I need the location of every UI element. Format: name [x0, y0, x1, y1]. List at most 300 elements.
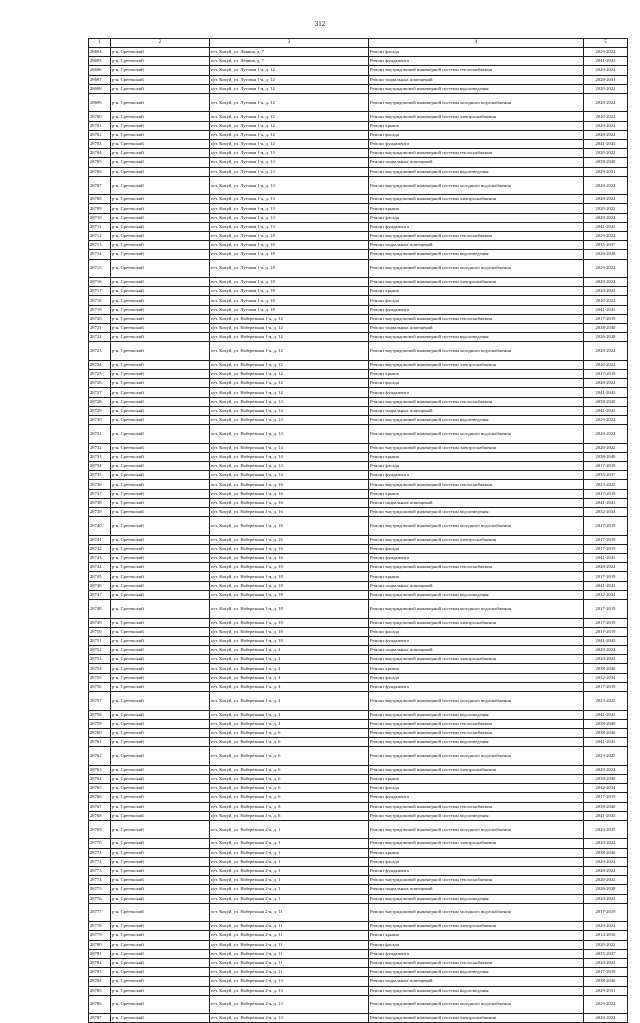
table-row	[89, 342, 628, 361]
period-cell: 2020-2022	[584, 995, 628, 1014]
address-cell: пгт. Кокуй, ул. Лутовая 1-я, д. 18	[210, 250, 369, 259]
work-type-cell: Ремонт подвальных помещений	[369, 646, 584, 655]
row-number-cell: 28783	[89, 968, 111, 977]
work-type-cell: Ремонт подвальных помещений	[369, 406, 584, 415]
district-cell: р-н. Сретенский	[111, 986, 210, 995]
column-header-5: 5	[584, 39, 628, 48]
table-row	[89, 949, 628, 958]
work-type-cell: Ремонт подвальных помещений	[369, 498, 584, 507]
address-cell: пгт. Кокуй, ул. Набережная 1-я, д. 16	[210, 554, 369, 563]
table-row	[89, 425, 628, 444]
period-cell: 2020-2022	[584, 958, 628, 967]
address-cell: пгт. Кокуй, ул. Набережная 1-я, д. 4	[210, 719, 369, 728]
district-cell: р-н. Сретенский	[111, 931, 210, 940]
address-cell: пгт. Кокуй, ул. Лутовая 1-я, д. 12	[210, 112, 369, 121]
period-cell: 2041-2043	[584, 388, 628, 397]
address-cell: пгт. Кокуй, ул. Набережная 1-я, д. 8	[210, 811, 369, 820]
district-cell: р-н. Сретенский	[111, 885, 210, 894]
work-type-cell: Ремонт внутридомовой инженерной системы электроснабжения	[369, 1014, 584, 1023]
row-number-cell: 28705	[89, 158, 111, 167]
period-cell: 2038-2040	[584, 324, 628, 333]
row-number-cell: 28768	[89, 811, 111, 820]
period-cell: 2038-2040	[584, 719, 628, 728]
row-number-cell: 28728	[89, 397, 111, 406]
address-cell: пгт. Кокуй, ул. Лутовая 1-я, д. 18	[210, 259, 369, 278]
work-type-cell: Ремонт фундамента	[369, 682, 584, 691]
district-cell: р-н. Сретенский	[111, 747, 210, 766]
row-number-cell: 28723	[89, 342, 111, 361]
work-type-cell: Ремонт крыши	[369, 287, 584, 296]
row-number-cell: 28718	[89, 296, 111, 305]
table-row	[89, 517, 628, 536]
table-row	[89, 958, 628, 967]
work-type-cell: Ремонт подвальных помещений	[369, 241, 584, 250]
district-cell: р-н. Сретенский	[111, 195, 210, 204]
work-type-cell: Ремонт внутридомовой инженерной системы электроснабжения	[369, 618, 584, 627]
table-row	[89, 581, 628, 590]
period-cell: 2041-2043	[584, 140, 628, 149]
row-number-cell: 28784	[89, 977, 111, 986]
address-cell: пгт. Кокуй, ул. Лутовая 1-я, д. 13	[210, 213, 369, 222]
address-cell: пгт. Кокуй, ул. Набережная 2-я, д. 11	[210, 903, 369, 922]
address-cell: пгт. Кокуй, ул. Лутовая 1-я, д. 12	[210, 121, 369, 130]
work-type-cell: Ремонт внутридомовой инженерной системы теплоснабжения	[369, 563, 584, 572]
address-cell: пгт. Кокуй, ул. Набережная 1-я, д. 8	[210, 802, 369, 811]
work-type-cell: Ремонт подвальных помещений	[369, 885, 584, 894]
district-cell: р-н. Сретенский	[111, 922, 210, 931]
address-cell: пгт. Кокуй, ул. Набережная 2-я, д. 1	[210, 857, 369, 866]
address-cell: пгт. Кокуй, ул. Лутовая 1-я, д. 13	[210, 149, 369, 158]
period-cell: 2020-2022	[584, 195, 628, 204]
row-number-cell: 28701	[89, 121, 111, 130]
district-cell: р-н. Сретенский	[111, 241, 210, 250]
address-cell: пгт. Кокуй, ул. Набережная 2-я, д. 1	[210, 894, 369, 903]
period-cell: 2017-2019	[584, 517, 628, 536]
row-number-cell: 28715	[89, 259, 111, 278]
row-number-cell: 28766	[89, 793, 111, 802]
register-table	[88, 38, 628, 1023]
address-cell: пгт. Кокуй, ул. Набережная 2-я, д. 11	[210, 958, 369, 967]
district-cell: р-н. Сретенский	[111, 498, 210, 507]
address-cell: пгт. Кокуй, ул. Ленина, д. 7	[210, 48, 369, 57]
address-cell: пгт. Кокуй, ул. Набережная 1-я, д. 14	[210, 416, 369, 425]
period-cell: 2035-2037	[584, 949, 628, 958]
row-number-cell: 28758	[89, 710, 111, 719]
district-cell: р-н. Сретенский	[111, 93, 210, 112]
address-cell: пгт. Кокуй, ул. Набережная 1-я, д. 12	[210, 324, 369, 333]
district-cell: р-н. Сретенский	[111, 728, 210, 737]
row-number-cell: 28716	[89, 278, 111, 287]
table-row	[89, 397, 628, 406]
address-cell: пгт. Кокуй, ул. Набережная 1-я, д. 6	[210, 747, 369, 766]
district-cell: р-н. Сретенский	[111, 535, 210, 544]
table-row	[89, 324, 628, 333]
row-number-cell: 28714	[89, 250, 111, 259]
district-cell: р-н. Сретенский	[111, 324, 210, 333]
address-cell: пгт. Кокуй, ул. Лутовая 1-я, д. 18	[210, 287, 369, 296]
work-type-cell: Ремонт фасада	[369, 130, 584, 139]
period-cell: 2032-2034	[584, 508, 628, 517]
address-cell: пгт. Кокуй, ул. Ленина, д. 7	[210, 57, 369, 66]
table-row	[89, 820, 628, 839]
row-number-cell: 28738	[89, 498, 111, 507]
work-type-cell: Ремонт внутридомовой инженерной системы холодного водоснабжения	[369, 692, 584, 711]
district-cell: р-н. Сретенский	[111, 480, 210, 489]
period-cell: 2020-2022	[584, 765, 628, 774]
work-type-cell: Ремонт крыши	[369, 848, 584, 857]
period-cell: 2041-2043	[584, 305, 628, 314]
address-cell: пгт. Кокуй, ул. Набережная 1-я, д. 14	[210, 462, 369, 471]
work-type-cell: Ремонт внутридомовой инженерной системы теплоснабжения	[369, 480, 584, 489]
row-number-cell: 28736	[89, 480, 111, 489]
row-number-cell: 28695	[89, 57, 111, 66]
work-type-cell: Ремонт внутридомовой инженерной системы холодного водоснабжения	[369, 93, 584, 112]
period-cell: 2041-2043	[584, 710, 628, 719]
address-cell: пгт. Кокуй, ул. Набережная 1-я, д. 4	[210, 655, 369, 664]
work-type-cell: Ремонт фундамента	[369, 554, 584, 563]
period-cell: 2041-2043	[584, 406, 628, 415]
period-cell: 2026-2028	[584, 885, 628, 894]
table-body	[89, 48, 628, 1023]
column-header-2: 2	[111, 39, 210, 48]
work-type-cell: Ремонт крыши	[369, 774, 584, 783]
district-cell: р-н. Сретенский	[111, 379, 210, 388]
address-cell: пгт. Кокуй, ул. Набережная 1-я, д. 18	[210, 627, 369, 636]
district-cell: р-н. Сретенский	[111, 406, 210, 415]
period-cell: 2020-2022	[584, 204, 628, 213]
district-cell: р-н. Сретенский	[111, 903, 210, 922]
table-row	[89, 940, 628, 949]
period-cell: 2020-2022	[584, 360, 628, 369]
work-type-cell: Ремонт внутридомовой инженерной системы холодного водоснабжения	[369, 820, 584, 839]
address-cell: пгт. Кокуй, ул. Набережная 1-я, д. 16	[210, 480, 369, 489]
table-row	[89, 462, 628, 471]
district-cell: р-н. Сретенский	[111, 793, 210, 802]
district-cell: р-н. Сретенский	[111, 416, 210, 425]
address-cell: пгт. Кокуй, ул. Лутовая 1-я, д. 13	[210, 195, 369, 204]
row-number-cell: 28774	[89, 876, 111, 885]
row-number-cell: 28773	[89, 866, 111, 875]
table-row	[89, 140, 628, 149]
district-cell: р-н. Сретенский	[111, 517, 210, 536]
row-number-cell: 28745	[89, 572, 111, 581]
address-cell: пгт. Кокуй, ул. Набережная 1-я, д. 16	[210, 517, 369, 536]
row-number-cell: 28747	[89, 590, 111, 599]
table-row	[89, 452, 628, 461]
district-cell: р-н. Сретенский	[111, 839, 210, 848]
table-row	[89, 508, 628, 517]
table-row	[89, 66, 628, 75]
table-row	[89, 259, 628, 278]
period-cell: 2017-2019	[584, 618, 628, 627]
district-cell: р-н. Сретенский	[111, 508, 210, 517]
row-number-cell: 28752	[89, 646, 111, 655]
table-row	[89, 379, 628, 388]
work-type-cell: Ремонт внутридомовой инженерной системы холодного водоснабжения	[369, 176, 584, 195]
address-cell: пгт. Кокуй, ул. Набережная 1-я, д. 6	[210, 774, 369, 783]
period-cell: 2020-2022	[584, 922, 628, 931]
address-cell: пгт. Кокуй, ул. Набережная 1-я, д. 4	[210, 673, 369, 682]
work-type-cell: Ремонт внутридомовой инженерной системы теплоснабжения	[369, 66, 584, 75]
work-type-cell: Ремонт внутридомовой инженерной системы холодного водоснабжения	[369, 903, 584, 922]
table-row	[89, 250, 628, 259]
row-number-cell: 28725	[89, 370, 111, 379]
period-cell: 2014-2016	[584, 931, 628, 940]
address-cell: пгт. Кокуй, ул. Набережная 1-я, д. 16	[210, 508, 369, 517]
address-cell: пгт. Кокуй, ул. Набережная 2-я, д. 13	[210, 977, 369, 986]
row-number-cell: 28739	[89, 508, 111, 517]
row-number-cell: 28742	[89, 544, 111, 553]
district-cell: р-н. Сретенский	[111, 655, 210, 664]
district-cell: р-н. Сретенский	[111, 121, 210, 130]
address-cell: пгт. Кокуй, ул. Лутовая 1-я, д. 18	[210, 278, 369, 287]
header-row	[89, 39, 628, 48]
address-cell: пгт. Кокуй, ул. Лутовая 1-я, д. 13	[210, 158, 369, 167]
work-type-cell: Ремонт подвальных помещений	[369, 75, 584, 84]
period-cell: 2029-2031	[584, 75, 628, 84]
district-cell: р-н. Сретенский	[111, 471, 210, 480]
row-number-cell: 28748	[89, 600, 111, 619]
table-row	[89, 627, 628, 636]
period-cell: 2041-2043	[584, 738, 628, 747]
district-cell: р-н. Сретенский	[111, 158, 210, 167]
district-cell: р-н. Сретенский	[111, 673, 210, 682]
period-cell: 2020-2022	[584, 149, 628, 158]
table-row	[89, 922, 628, 931]
work-type-cell: Ремонт внутридомовой инженерной системы электроснабжения	[369, 922, 584, 931]
address-cell: пгт. Кокуй, ул. Набережная 1-я, д. 4	[210, 664, 369, 673]
address-cell: пгт. Кокуй, ул. Набережная 1-я, д. 6	[210, 738, 369, 747]
period-cell: 2017-2019	[584, 682, 628, 691]
address-cell: пгт. Кокуй, ул. Лутовая 1-я, д. 12	[210, 93, 369, 112]
work-type-cell: Ремонт внутридомовой инженерной системы электроснабжения	[369, 655, 584, 664]
table-row	[89, 600, 628, 619]
row-number-cell: 28707	[89, 176, 111, 195]
table-row	[89, 839, 628, 848]
work-type-cell: Ремонт внутридомовой инженерной системы водоотведения	[369, 250, 584, 259]
district-cell: р-н. Сретенский	[111, 968, 210, 977]
district-cell: р-н. Сретенский	[111, 572, 210, 581]
district-cell: р-н. Сретенский	[111, 452, 210, 461]
table-row	[89, 747, 628, 766]
district-cell: р-н. Сретенский	[111, 333, 210, 342]
address-cell: пгт. Кокуй, ул. Набережная 2-я, д. 13	[210, 1014, 369, 1023]
address-cell: пгт. Кокуй, ул. Набережная 2-я, д. 1	[210, 876, 369, 885]
district-cell: р-н. Сретенский	[111, 958, 210, 967]
work-type-cell: Ремонт внутридомовой инженерной системы водоотведения	[369, 710, 584, 719]
table-row	[89, 894, 628, 903]
address-cell: пгт. Кокуй, ул. Набережная 1-я, д. 12	[210, 360, 369, 369]
work-type-cell: Ремонт внутридомовой инженерной системы водоотведения	[369, 894, 584, 903]
table-row	[89, 489, 628, 498]
address-cell: пгт. Кокуй, ул. Лутовая 1-я, д. 18	[210, 296, 369, 305]
work-type-cell: Ремонт внутридомовой инженерной системы водоотведения	[369, 738, 584, 747]
period-cell: 2020-2022	[584, 130, 628, 139]
work-type-cell: Ремонт внутридомовой инженерной системы электроснабжения	[369, 443, 584, 452]
table-row	[89, 287, 628, 296]
period-cell: 2017-2019	[584, 903, 628, 922]
address-cell: пгт. Кокуй, ул. Лутовая 1-я, д. 18	[210, 232, 369, 241]
period-cell: 2017-2019	[584, 535, 628, 544]
table-row	[89, 1014, 628, 1023]
district-cell: р-н. Сретенский	[111, 305, 210, 314]
work-type-cell: Ремонт подвальных помещений	[369, 158, 584, 167]
work-type-cell: Ремонт фасада	[369, 784, 584, 793]
period-cell: 2041-2043	[584, 581, 628, 590]
table-row	[89, 471, 628, 480]
row-number-cell: 28699	[89, 93, 111, 112]
address-cell: пгт. Кокуй, ул. Набережная 1-я, д. 16	[210, 535, 369, 544]
work-type-cell: Ремонт фундамента	[369, 305, 584, 314]
row-number-cell: 28770	[89, 839, 111, 848]
table-row	[89, 480, 628, 489]
row-number-cell: 28704	[89, 149, 111, 158]
district-cell: р-н. Сретенский	[111, 57, 210, 66]
period-cell: 2017-2019	[584, 314, 628, 323]
table-row	[89, 728, 628, 737]
table-row	[89, 93, 628, 112]
period-cell: 2020-2022	[584, 894, 628, 903]
period-cell: 2017-2019	[584, 370, 628, 379]
row-number-cell: 28762	[89, 747, 111, 766]
period-cell: 2020-2022	[584, 443, 628, 452]
column-header-3: 3	[210, 39, 369, 48]
work-type-cell: Ремонт внутридомовой инженерной системы водоотведения	[369, 333, 584, 342]
row-number-cell: 28700	[89, 112, 111, 121]
district-cell: р-н. Сретенский	[111, 802, 210, 811]
period-cell: 2038-2040	[584, 664, 628, 673]
period-cell: 2020-2022	[584, 379, 628, 388]
period-cell: 2020-2022	[584, 232, 628, 241]
address-cell: пгт. Кокуй, ул. Набережная 1-я, д. 4	[210, 682, 369, 691]
district-cell: р-н. Сретенский	[111, 618, 210, 627]
table-row	[89, 968, 628, 977]
district-cell: р-н. Сретенский	[111, 287, 210, 296]
row-number-cell: 28733	[89, 452, 111, 461]
address-cell: пгт. Кокуй, ул. Набережная 1-я, д. 14	[210, 452, 369, 461]
district-cell: р-н. Сретенский	[111, 774, 210, 783]
table-row	[89, 112, 628, 121]
work-type-cell: Ремонт внутридомовой инженерной системы электроснабжения	[369, 535, 584, 544]
district-cell: р-н. Сретенский	[111, 397, 210, 406]
period-cell: 2041-2043	[584, 222, 628, 231]
period-cell: 2026-2028	[584, 250, 628, 259]
period-cell: 2038-2040	[584, 848, 628, 857]
work-type-cell: Ремонт подвальных помещений	[369, 977, 584, 986]
row-number-cell: 28724	[89, 360, 111, 369]
period-cell: 2017-2019	[584, 968, 628, 977]
table-row	[89, 738, 628, 747]
table-row	[89, 498, 628, 507]
table-row	[89, 370, 628, 379]
row-number-cell: 28751	[89, 636, 111, 645]
table-row	[89, 232, 628, 241]
work-type-cell: Ремонт фундамента	[369, 471, 584, 480]
period-cell: 2020-2022	[584, 259, 628, 278]
address-cell: пгт. Кокуй, ул. Набережная 1-я, д. 14	[210, 406, 369, 415]
table-row	[89, 977, 628, 986]
address-cell: пгт. Кокуй, ул. Набережная 1-я, д. 18	[210, 600, 369, 619]
row-number-cell: 28750	[89, 627, 111, 636]
work-type-cell: Ремонт фундамента	[369, 57, 584, 66]
work-type-cell: Ремонт фасада	[369, 627, 584, 636]
work-type-cell: Ремонт подвальных помещений	[369, 324, 584, 333]
work-type-cell: Ремонт внутридомовой инженерной системы водоотведения	[369, 968, 584, 977]
period-cell: 2017-2019	[584, 462, 628, 471]
row-number-cell: 28743	[89, 554, 111, 563]
period-cell: 2020-2022	[584, 563, 628, 572]
period-cell: 2038-2040	[584, 728, 628, 737]
address-cell: пгт. Кокуй, ул. Набережная 1-я, д. 14	[210, 425, 369, 444]
period-cell: 2020-2022	[584, 176, 628, 195]
district-cell: р-н. Сретенский	[111, 66, 210, 75]
row-number-cell: 28756	[89, 682, 111, 691]
row-number-cell: 28730	[89, 416, 111, 425]
district-cell: р-н. Сретенский	[111, 590, 210, 599]
address-cell: пгт. Кокуй, ул. Набережная 2-я, д. 1	[210, 839, 369, 848]
period-cell: 2023-2025	[584, 480, 628, 489]
district-cell: р-н. Сретенский	[111, 848, 210, 857]
district-cell: р-н. Сретенский	[111, 784, 210, 793]
district-cell: р-н. Сретенский	[111, 544, 210, 553]
row-number-cell: 28760	[89, 728, 111, 737]
address-cell: пгт. Кокуй, ул. Лутовая 1-я, д. 18	[210, 305, 369, 314]
district-cell: р-н. Сретенский	[111, 462, 210, 471]
district-cell: р-н. Сретенский	[111, 1014, 210, 1023]
row-number-cell: 28772	[89, 857, 111, 866]
table-row	[89, 176, 628, 195]
table-row	[89, 57, 628, 66]
work-type-cell: Ремонт внутридомовой инженерной системы электроснабжения	[369, 839, 584, 848]
period-cell: 2041-2043	[584, 498, 628, 507]
period-cell: 2020-2022	[584, 287, 628, 296]
row-number-cell: 28710	[89, 213, 111, 222]
table-row	[89, 765, 628, 774]
column-header-1: 1	[89, 39, 111, 48]
row-number-cell: 28727	[89, 388, 111, 397]
address-cell: пгт. Кокуй, ул. Набережная 1-я, д. 4	[210, 646, 369, 655]
address-cell: пгт. Кокуй, ул. Набережная 1-я, д. 12	[210, 342, 369, 361]
table-row	[89, 655, 628, 664]
district-cell: р-н. Сретенский	[111, 949, 210, 958]
row-number-cell: 28778	[89, 922, 111, 931]
period-cell: 2029-2031	[584, 986, 628, 995]
address-cell: пгт. Кокуй, ул. Набережная 1-я, д. 12	[210, 333, 369, 342]
work-type-cell: Ремонт внутридомовой инженерной системы холодного водоснабжения	[369, 517, 584, 536]
address-cell: пгт. Кокуй, ул. Набережная 1-я, д. 6	[210, 793, 369, 802]
address-cell: пгт. Кокуй, ул. Набережная 1-я, д. 18	[210, 618, 369, 627]
period-cell: 2041-2043	[584, 57, 628, 66]
period-cell: 2029-2031	[584, 167, 628, 176]
district-cell: р-н. Сретенский	[111, 820, 210, 839]
period-cell: 2017-2019	[584, 793, 628, 802]
row-number-cell: 28767	[89, 802, 111, 811]
period-cell: 2041-2043	[584, 811, 628, 820]
district-cell: р-н. Сретенский	[111, 130, 210, 139]
row-number-cell: 28698	[89, 84, 111, 93]
district-cell: р-н. Сретенский	[111, 222, 210, 231]
period-cell: 2023-2025	[584, 820, 628, 839]
work-type-cell: Ремонт внутридомовой инженерной системы холодного водоснабжения	[369, 600, 584, 619]
row-number-cell: 28731	[89, 425, 111, 444]
district-cell: р-н. Сретенский	[111, 140, 210, 149]
work-type-cell: Ремонт внутридомовой инженерной системы холодного водоснабжения	[369, 425, 584, 444]
row-number-cell: 28737	[89, 489, 111, 498]
address-cell: пгт. Кокуй, ул. Набережная 1-я, д. 6	[210, 784, 369, 793]
work-type-cell: Ремонт фасада	[369, 462, 584, 471]
address-cell: пгт. Кокуй, ул. Набережная 1-я, д. 18	[210, 590, 369, 599]
district-cell: р-н. Сретенский	[111, 278, 210, 287]
